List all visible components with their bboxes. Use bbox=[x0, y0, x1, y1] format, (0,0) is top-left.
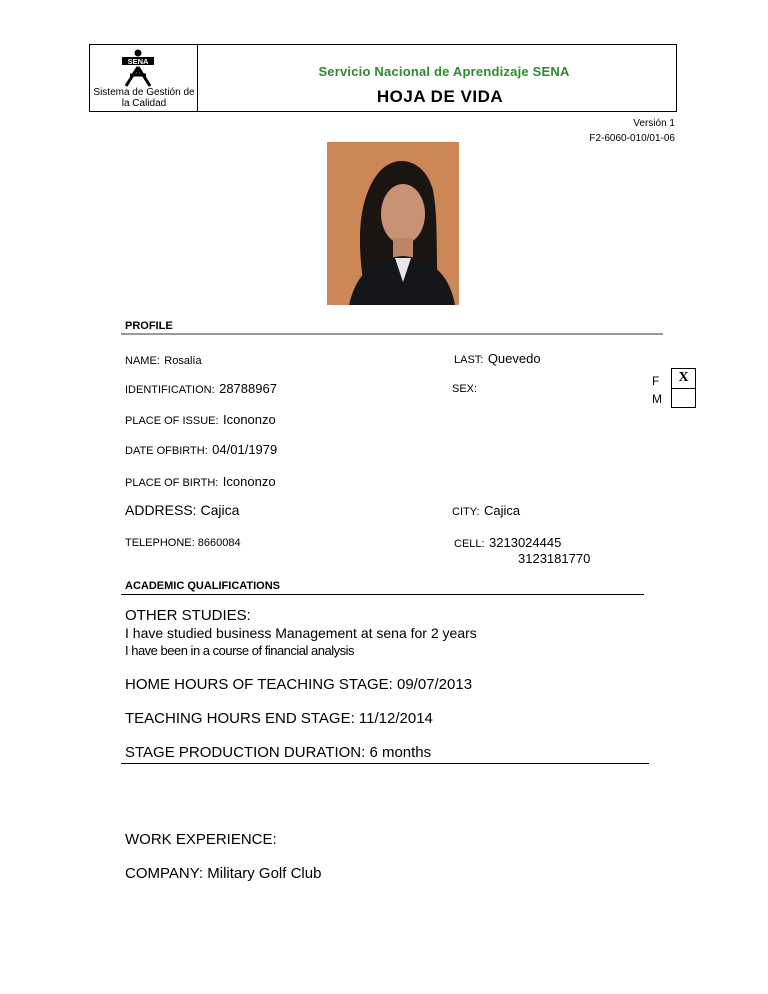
telephone-row bbox=[125, 537, 241, 549]
end-hours: TEACHING HOURS END STAGE: 11/12/2014 bbox=[125, 710, 433, 727]
issue-value: Icononzo bbox=[222, 412, 276, 427]
pob-value: Icononzo bbox=[222, 474, 276, 489]
academic-heading: ACADEMIC QUALIFICATIONS bbox=[125, 580, 281, 592]
telephone-value: 8660084 bbox=[197, 537, 241, 549]
cell-value-2: 3123181770 bbox=[518, 551, 591, 566]
sena-logo bbox=[116, 48, 160, 88]
other-studies-heading: OTHER STUDIES: bbox=[125, 607, 251, 624]
sex-option-f: F bbox=[652, 374, 660, 388]
home-hours: HOME HOURS OF TEACHING STAGE: 09/07/2013 bbox=[125, 676, 473, 693]
id-row bbox=[125, 380, 277, 398]
profile-heading: PROFILE bbox=[125, 320, 173, 332]
city-row bbox=[452, 502, 520, 520]
id-label: IDENTIFICATION: bbox=[125, 384, 215, 396]
issue-label: PLACE OF ISSUE: bbox=[125, 415, 219, 427]
sex-f-mark: X bbox=[678, 370, 689, 385]
telephone-label: TELEPHONE: bbox=[125, 537, 195, 549]
last-name-value: Quevedo bbox=[487, 351, 541, 366]
last-name-label: LAST: bbox=[454, 354, 484, 366]
version-info bbox=[589, 116, 675, 146]
profile-rule bbox=[121, 333, 663, 335]
academic-end-rule bbox=[121, 763, 649, 764]
cell-row bbox=[454, 534, 561, 552]
pob-row bbox=[125, 473, 276, 491]
document-title: HOJA DE VIDA bbox=[376, 87, 504, 106]
name-value: Rosalía bbox=[164, 355, 202, 367]
city-label: CITY: bbox=[452, 506, 480, 518]
pob-label: PLACE OF BIRTH: bbox=[125, 477, 219, 489]
dob-value: 04/01/1979 bbox=[212, 442, 278, 457]
form-code: F2-6060-010/01-06 bbox=[589, 133, 675, 144]
address-label: ADDRESS: bbox=[125, 502, 197, 518]
profile-photo bbox=[327, 142, 459, 305]
dob-row bbox=[125, 441, 277, 459]
work-heading: WORK EXPERIENCE: bbox=[125, 831, 277, 848]
institution-name: Servicio Nacional de Aprendizaje SENA bbox=[318, 64, 570, 79]
sex-options bbox=[652, 372, 662, 408]
cell-value-1: 3213024445 bbox=[489, 535, 562, 550]
name-label: NAME: bbox=[125, 355, 160, 367]
id-value: 28788967 bbox=[219, 381, 277, 396]
logo-text: SENA bbox=[127, 57, 149, 66]
dob-label: DATE OFBIRTH: bbox=[125, 445, 208, 457]
sex-label: SEX: bbox=[452, 383, 478, 395]
city-value: Cajica bbox=[483, 503, 521, 518]
address-value: Cajica bbox=[200, 502, 240, 518]
academic-rule bbox=[121, 594, 644, 595]
cell-label: CELL: bbox=[454, 538, 485, 550]
quality-system-label: Sistema de Gestión de la Calidad bbox=[93, 87, 195, 109]
company: COMPANY: Military Golf Club bbox=[125, 865, 322, 882]
address-row bbox=[125, 502, 239, 518]
stage-duration: STAGE PRODUCTION DURATION: 6 months bbox=[125, 744, 432, 761]
last-name-row bbox=[454, 350, 541, 368]
sex-option-m: M bbox=[652, 392, 662, 406]
version-label: Versión 1 bbox=[633, 118, 675, 129]
issue-row bbox=[125, 411, 276, 429]
study-line-2: I have been in a course of financial analysis bbox=[125, 643, 354, 658]
name-row bbox=[125, 351, 202, 369]
study-line-1: I have studied business Management at sena for 2 years bbox=[125, 625, 477, 641]
sex-checkbox-grid bbox=[671, 368, 696, 408]
